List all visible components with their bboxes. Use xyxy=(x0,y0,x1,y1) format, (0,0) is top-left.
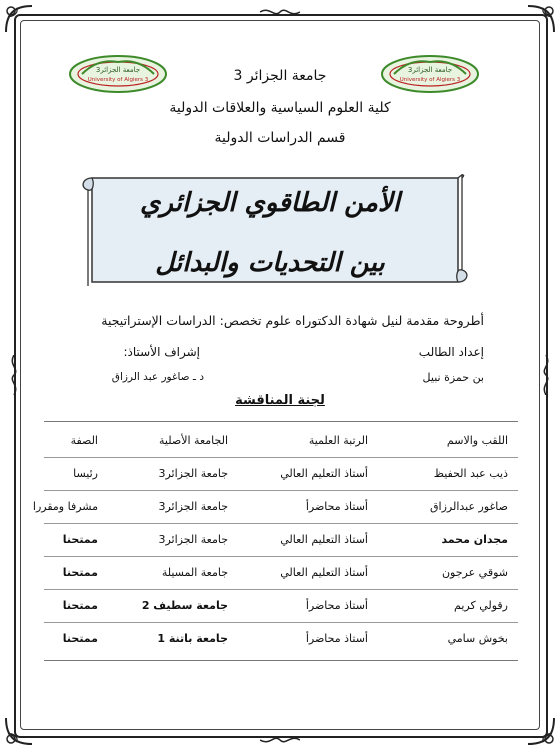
header-university: الجامعة الأصلية xyxy=(159,434,228,447)
corner-ornament-icon xyxy=(2,2,36,36)
member-rank: أستاذ محاضرأ xyxy=(305,599,368,612)
supervisor-name: د ـ صاغور عبد الرزاق xyxy=(111,371,204,383)
thesis-title-line2: بين التحديات والبدائل xyxy=(155,248,385,278)
member-university: جامعة باتنة 1 xyxy=(157,632,228,645)
bottom-ornament-icon xyxy=(260,732,300,748)
committee-title: لجنة المناقشة xyxy=(235,393,325,408)
header-rank: الرتبة العلمية xyxy=(308,434,368,447)
faculty-name: كلية العلوم السياسية والعلاقات الدولية xyxy=(169,100,391,116)
member-name: رقولي كريم xyxy=(454,599,508,612)
member-rank: أستاذ محاضرأ xyxy=(305,632,368,645)
member-university: جامعة الجزائر3 xyxy=(158,533,228,546)
department-name: قسم الدراسات الدولية xyxy=(214,130,346,146)
table-row xyxy=(44,556,518,589)
member-university: جامعة سطيف 2 xyxy=(141,599,228,612)
svg-text:جامعة الجزائر3: جامعة الجزائر3 xyxy=(95,66,141,74)
table-row xyxy=(32,490,518,523)
member-name: مجدان محمد xyxy=(441,533,508,546)
side-ornament-icon xyxy=(538,355,554,395)
thesis-note: أطروحة مقدمة لنيل شهادة الدكتوراه علوم تخصص: الدراسات الإستراتيجية xyxy=(101,313,484,328)
member-role: مشرفا ومقررا xyxy=(32,500,98,513)
member-university: جامعة الجزائر3 xyxy=(158,467,228,480)
table-row xyxy=(44,523,518,556)
top-ornament-icon xyxy=(260,4,300,20)
member-role: ممتحنا xyxy=(62,566,98,579)
table-row xyxy=(44,622,518,655)
corner-ornament-icon xyxy=(2,714,36,748)
member-role: رئيسا xyxy=(73,467,98,480)
member-role: ممتحنا xyxy=(62,632,98,645)
member-role: ممتحنا xyxy=(62,599,98,612)
thesis-title-line1: الأمن الطاقوي الجزائري xyxy=(140,188,400,218)
member-name: شوقي عرجون xyxy=(441,566,508,579)
header-role: الصفة xyxy=(70,434,98,447)
member-name: بخوش سامي xyxy=(447,632,508,645)
header-name: اللقب والاسم xyxy=(446,434,508,447)
member-university: جامعة المسيلة xyxy=(161,566,228,579)
svg-text:University of Algiers 3: University of Algiers 3 xyxy=(87,77,149,83)
member-rank: أستاذ التعليم العالي xyxy=(280,467,368,480)
svg-text:جامعة الجزائر3: جامعة الجزائر3 xyxy=(407,66,453,74)
corner-ornament-icon xyxy=(524,2,558,36)
member-university: جامعة الجزائر3 xyxy=(158,500,228,513)
member-name: صاغور عبدالرزاق xyxy=(430,500,508,513)
table-header-row xyxy=(44,425,518,457)
university-name: جامعة الجزائر 3 xyxy=(233,68,327,84)
corner-ornament-icon xyxy=(524,714,558,748)
member-role: ممتحنا xyxy=(62,533,98,546)
member-name: ذيب عبد الحفيظ xyxy=(433,467,508,480)
supervisor-label: إشراف الأستاذ: xyxy=(123,345,200,359)
member-rank: أستاذ التعليم العالي xyxy=(280,533,368,546)
prepared-by-label: إعداد الطالب xyxy=(418,345,484,359)
member-rank: أستاذ التعليم العالي xyxy=(280,566,368,579)
table-row xyxy=(44,457,518,490)
svg-text:University of Algiers 3: University of Algiers 3 xyxy=(399,77,461,83)
member-rank: أستاذ محاضرأ xyxy=(305,500,368,513)
table-row xyxy=(44,589,518,622)
side-ornament-icon xyxy=(6,355,22,395)
student-name: بن حمزة نبيل xyxy=(422,371,484,384)
